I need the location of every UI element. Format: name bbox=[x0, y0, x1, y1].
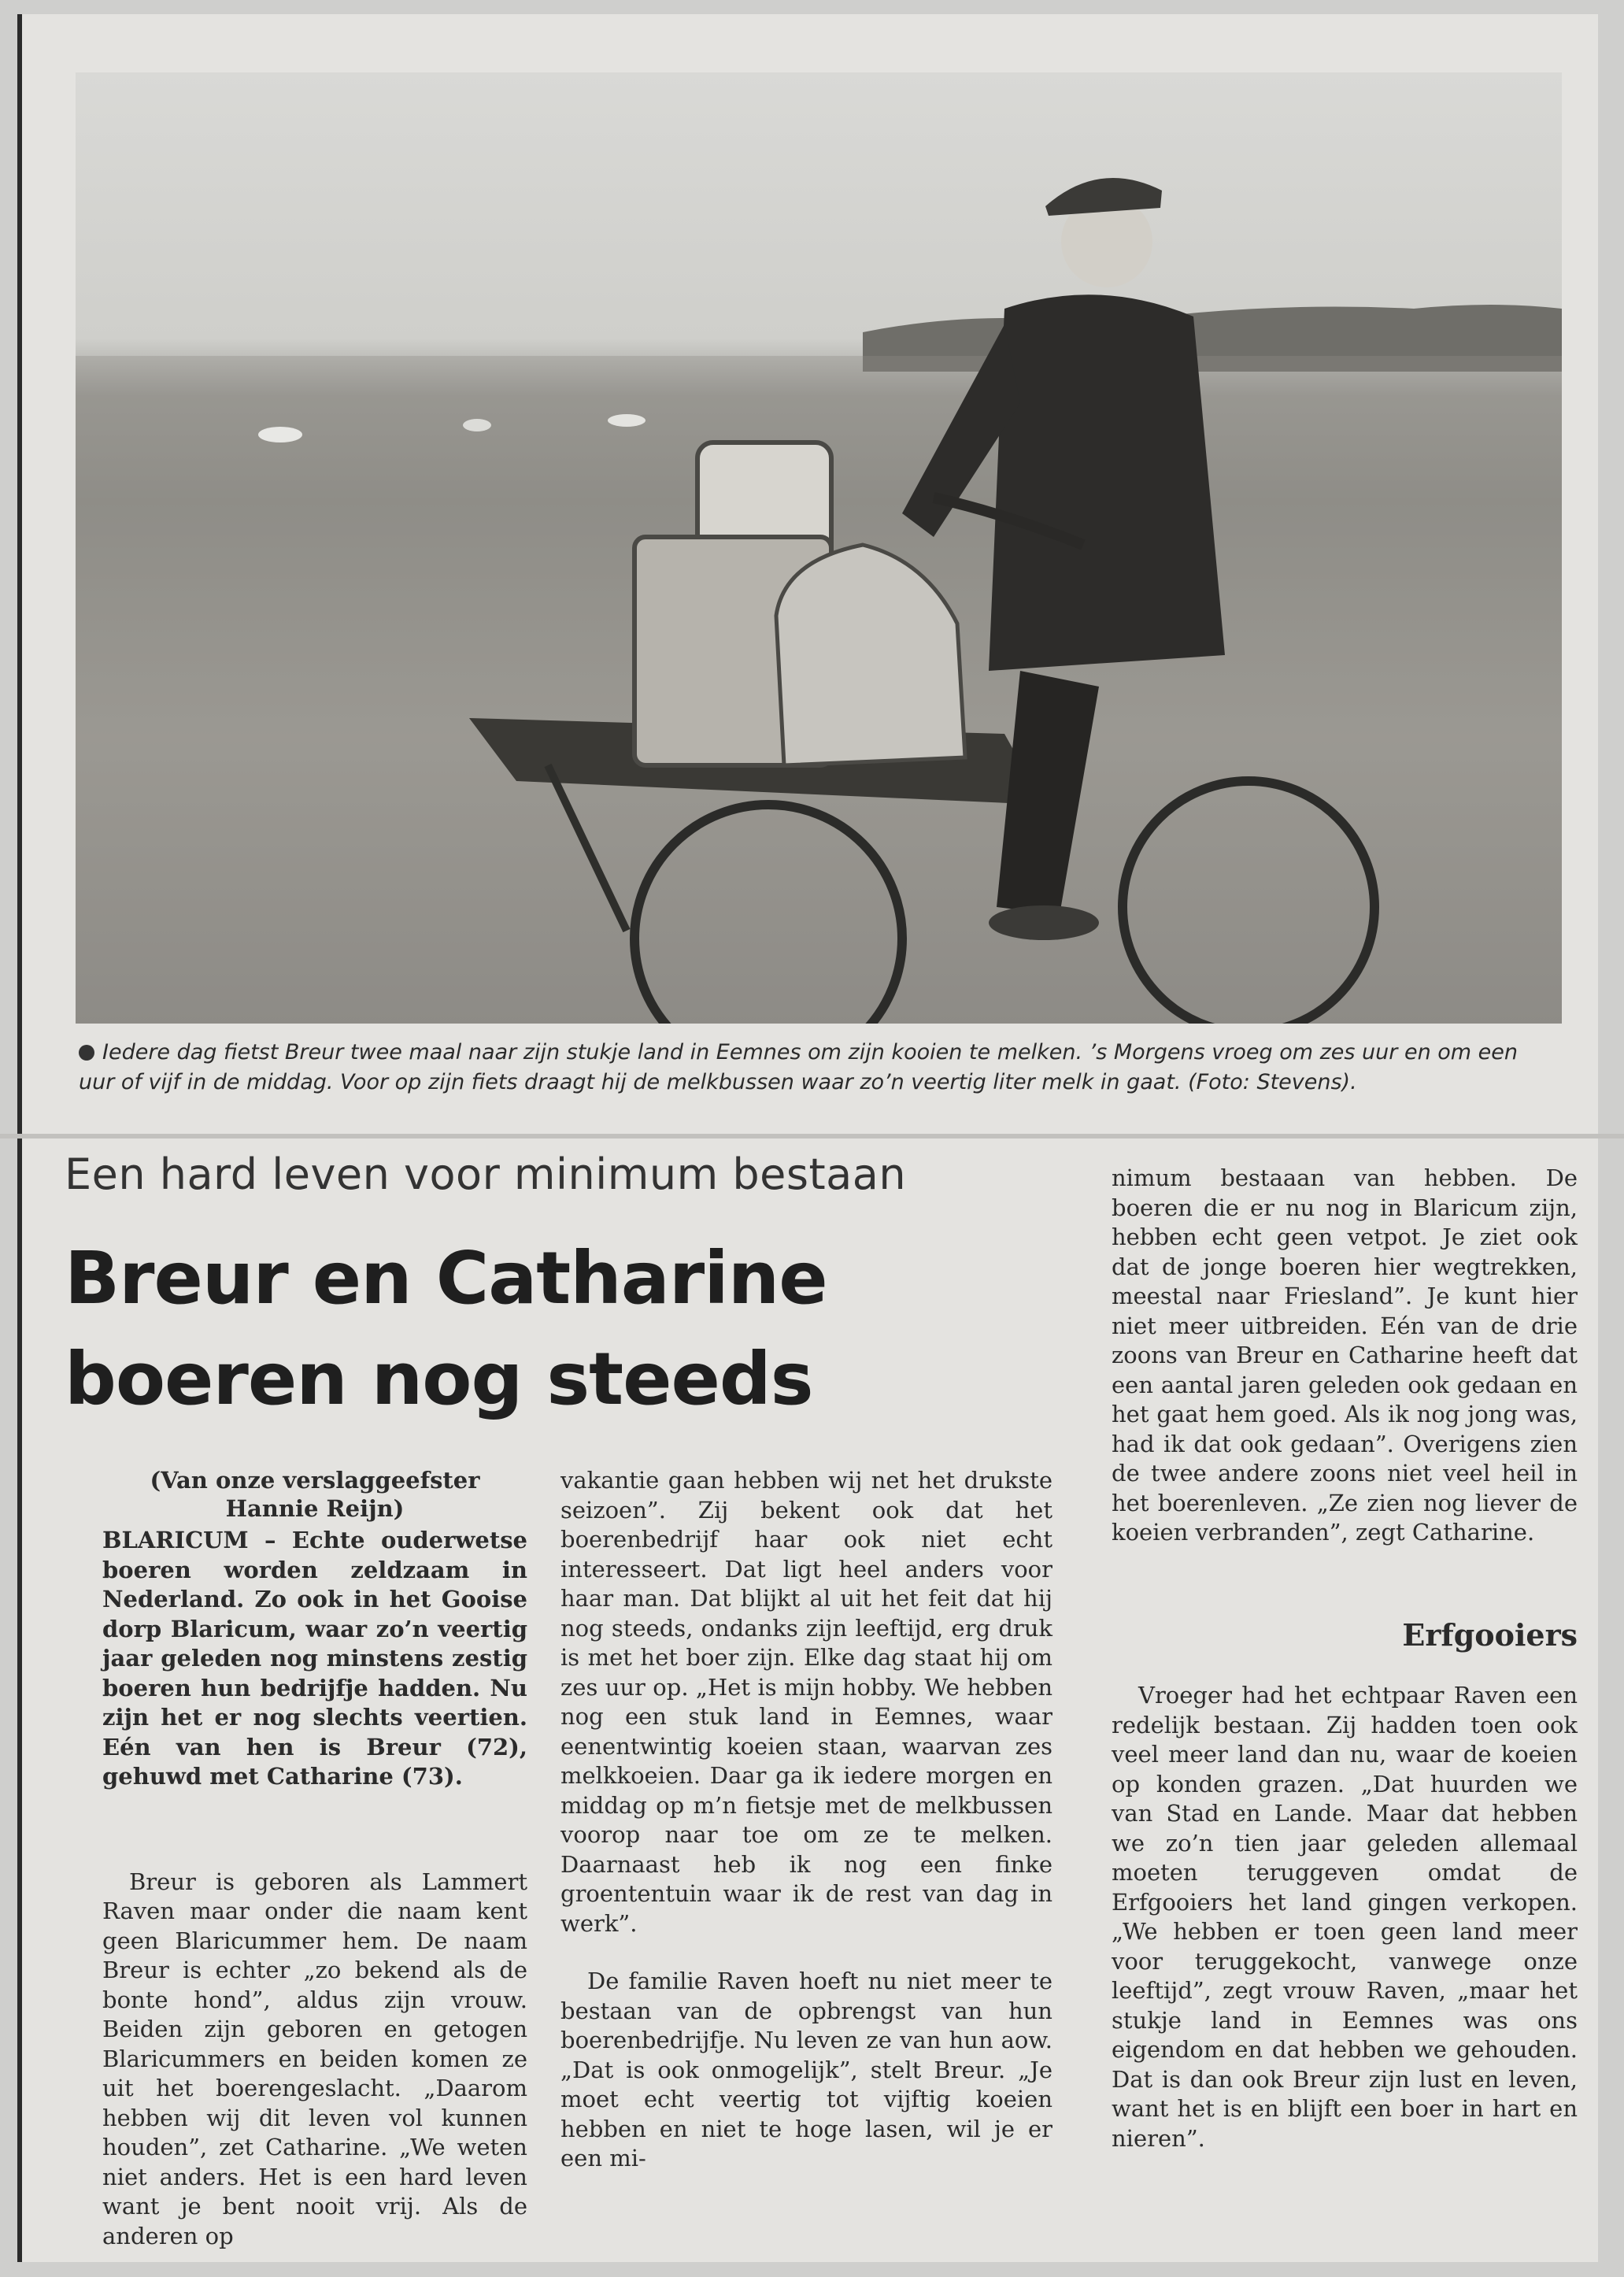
photo-caption bbox=[79, 1038, 1559, 1098]
article-column-2 bbox=[560, 1466, 1052, 2174]
lead-text: Echte ouderwetse boeren worden zeldzaam in Nederland. Zo ook in het Gooise dorp Blaricum, waar zo’n veertig jaar geleden nog minstens zestig boeren hun bedrijfje hadden. Nu zijn het er nog slechts veertien. Eén van hen is Breur (72), gehuwd met Catharine (73). bbox=[102, 1527, 527, 1790]
dateline: BLARICUM – bbox=[102, 1527, 276, 1553]
fold-crease bbox=[0, 1134, 1624, 1138]
byline bbox=[102, 1466, 527, 1523]
lead-paragraph bbox=[102, 1526, 527, 1792]
caption-text: Iedere dag fietst Breur twee maal naar zijn stukje land in Eemnes om zijn kooien te melken. ’s Morgens vroeg om zes uur en om een uur of vijf in de middag. Voor op zijn fiets draagt hij de melkbussen waar zo’n veertig liter melk in gaat. (Foto: Stevens). bbox=[79, 1040, 1519, 1094]
article-column-3 bbox=[1112, 1164, 1578, 2153]
paragraph: vakantie gaan hebben wij net het drukste seizoen”. Zij bekent ook dat het boerenbedrijf haar ook niet echt interesseert. Dat ligt heel anders voor haar man. Dat blijkt al uit het feit dat hij nog steeds, ondanks zijn leeftijd, erg druk is met het boer zijn. Elke dag staat hij om zes uur op. „Het is mijn hobby. We hebben nog een stuk land in Eemnes, waar eenentwintig koeien staan, waarvan zes melkkoeien. Daar ga ik iedere morgen en middag op m’n fietsje met de melkbussen voorop naar toe om ze te melken. Daarnaast heb ik nog een finke groententuin waar ik de rest van dag in werk”. bbox=[560, 1467, 1052, 1937]
article-photo bbox=[76, 72, 1562, 1024]
headline bbox=[65, 1228, 1119, 1430]
byline-line-2: Hannie Reijn) bbox=[225, 1495, 405, 1522]
paragraph: Vroeger had het echtpaar Raven een redelijk bestaan. Zij hadden toen ook veel meer land dan nu, waar de koeien op konden grazen. „Dat huurden we van Stad en Lande. Maar dat hebben we zo’n tien jaar geleden allemaal moeten teruggeven omdat de Erfgooiers het land gingen verkopen. „We hebben er toen geen land meer voor teruggekocht, vanwege onze leeftijd”, zegt vrouw Raven, „maar het stukje land in Eemnes was ons eigendom en dat hebben we gehouden. Dat is dan ook Breur zijn lust en leven, want het is en blijft een boer in hart en nieren”. bbox=[1112, 1682, 1578, 2152]
byline-line-1: (Van onze verslaggeefster bbox=[150, 1467, 480, 1494]
headline-line-1: Breur en Catharine bbox=[65, 1236, 827, 1320]
subheading: Erfgooiers bbox=[1402, 1616, 1578, 1653]
paragraph: Breur is geboren als Lammert Raven maar onder die naam kent geen Blaricummer hem. De naam Breur is echter „zo bekend als de bonte hond”, aldus zijn vrouw. Beiden zijn geboren en getogen Blaricummers en beiden komen ze uit het boerengeslacht. „Daarom hebben wij dit leven vol kunnen houden”, zet Catharine. „We weten niet anders. Het is een hard leven want je bent nooit vrij. Als de anderen op bbox=[102, 1868, 527, 2249]
paragraph: De familie Raven hoeft nu niet meer te bestaan van de opbrengst van hun boerenbedrijfje. Nu leven ze van hun aow. „Dat is ook onmogelijk”, stelt Breur. „Je moet echt veertig tot vijftig koeien hebben en niet te hoge lasen, wil je er een mi- bbox=[560, 1968, 1052, 2171]
article-column-1 bbox=[102, 1466, 527, 2251]
paragraph: nimum bestaaan van hebben. De boeren die er nu nog in Blaricum zijn, hebben echt geen vetpot. Je ziet ook dat de jonge boeren hier wegtrekken, meestal naar Friesland”. Je kunt hier niet meer uitbreiden. Eén van de drie zoons van Breur en Catharine heeft dat een aantal jaren geleden ook gedaan en het gaat hem goed. Als ik nog jong was, had ik dat ook gedaan”. Overigens zien de twee andere zoons niet veel heil in het boerenleven. „Ze zien nog liever de koeien verbranden”, zegt Catharine. bbox=[1112, 1164, 1578, 1546]
headline-line-2: boeren nog steeds bbox=[65, 1337, 813, 1421]
bullet-icon bbox=[79, 1045, 94, 1061]
kicker: Een hard leven voor minimum bestaan bbox=[65, 1150, 907, 1199]
photo-illustration bbox=[76, 72, 1562, 1024]
